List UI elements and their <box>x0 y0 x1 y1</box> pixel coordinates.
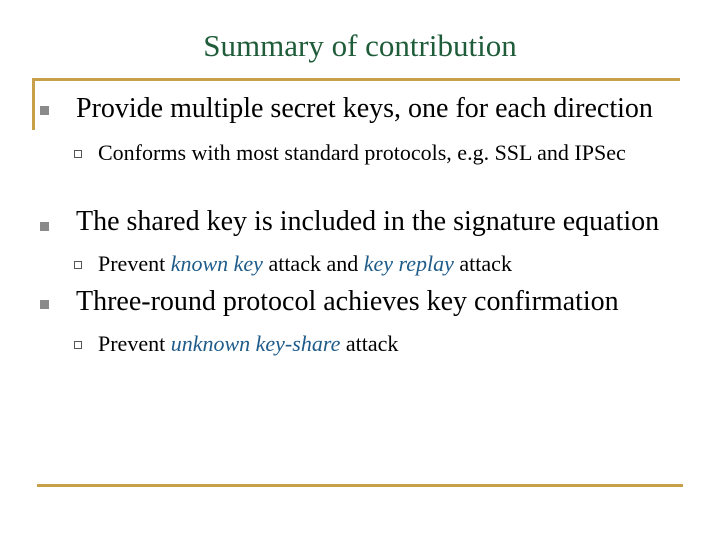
title-rule <box>32 78 680 81</box>
emphasis-text: key replay <box>363 251 454 276</box>
emphasis-text: unknown key-share <box>170 331 341 356</box>
hollow-square-bullet-icon <box>74 261 82 269</box>
emphasis-text: known key <box>170 251 263 276</box>
sub-bullet-text: Conforms with most standard protocols, e.g. SSL and IPSec <box>98 140 626 165</box>
page-title: Summary of contribution <box>203 28 517 63</box>
hollow-square-bullet-icon <box>74 341 82 349</box>
square-bullet-icon <box>40 106 49 115</box>
title-rule-left <box>32 78 35 130</box>
sub-bullet-text: Prevent known key attack and key replay attack <box>98 251 512 276</box>
hollow-square-bullet-icon <box>74 150 82 158</box>
bullet-text: Three-round protocol achieves key confirmation <box>76 286 619 317</box>
bullet-text: The shared key is included in the signature equation <box>76 206 660 237</box>
square-bullet-icon <box>40 222 49 231</box>
footer-rule <box>37 484 683 487</box>
bullet-text: Provide multiple secret keys, one for each direction <box>76 93 653 124</box>
sub-bullet-text: Prevent unknown key-share attack <box>98 331 399 356</box>
square-bullet-icon <box>40 300 49 309</box>
